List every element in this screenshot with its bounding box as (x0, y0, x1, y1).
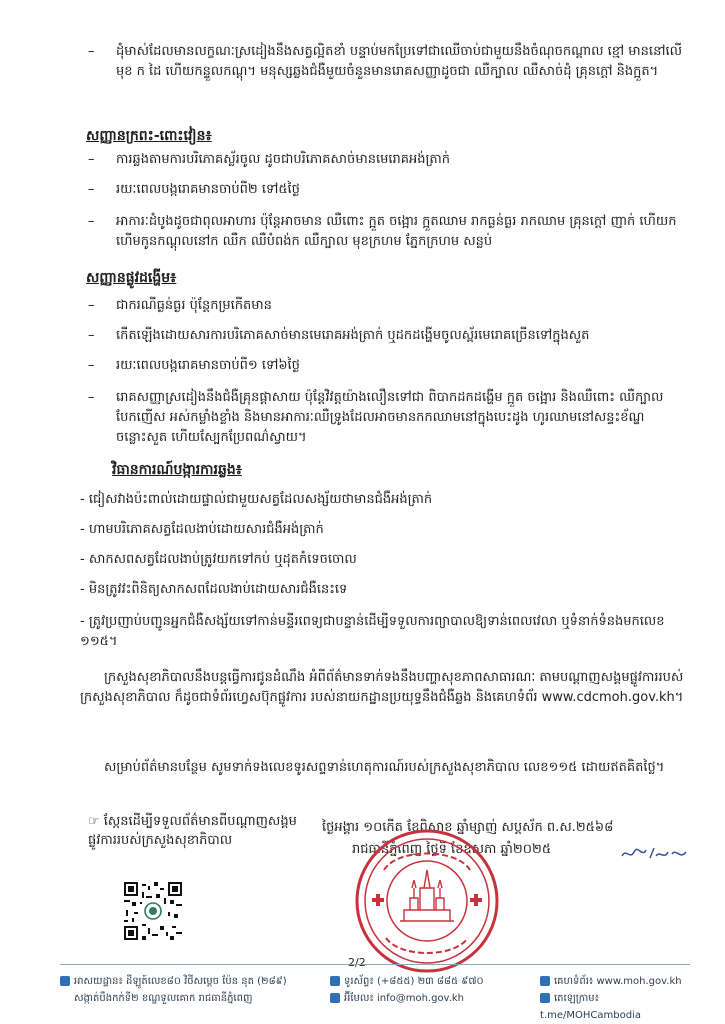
list-item: – រយៈពេលបង្ករោគមានចាប់ពី២ ទៅ៥ថ្ងៃ (88, 180, 688, 200)
telegram-link[interactable]: តេឡេក្រាម៖ t.me/MOHCambodia (540, 993, 641, 1021)
footer-contact: ទូរស័ព្ទ៖ (+៨៥៥) ២៣ ៨៨៥ ៩៧០ អ៊ីមែល៖ info@moh.gov.kh (330, 973, 530, 1007)
location-icon (60, 976, 70, 986)
globe-icon (540, 976, 550, 986)
list-item: - សាកសពសត្វដែលងាប់ត្រូវយកទៅកប់ ឬដុតកំទេចចោល (80, 552, 357, 567)
list-item: – អាការៈដំបូងដូចជាពុលអាហារ ប៉ុន្តែអាចមាន ឈឺពោះ ក្អួត ចង្អោរ ក្អួតឈាម រាកធ្ងន់ធ្ងរ រាកឈាម គ្រុនក្តៅ ញាក់ ហើយក ហើមកូនកណ្តុលនៅក ឈឺក ឈឺបំពង់ក ឈឺក្បាល មុខក្រហម ភ្នែកក្រហម សន្លប់ (88, 212, 688, 252)
bullet-text: រោគសញ្ញាស្រដៀងនឹងជំងឺគ្រុនផ្តាសាយ ប៉ុន្តែវិវត្តយ៉ាងលឿនទៅជា ពិបាកដកដង្ហើម ក្អួត ចង្អោរ និងឈឺពោះ ឈឺក្បាល បែកញើស អស់កម្លាំងខ្លាំង និងមានអាការៈឈឺទ្រូងដែលអាចមានកកឈាមនៅក្នុងបេះដូង ហូរឈាមនៅសន្ទះខ័ណ្ឌចន្លោះសួត ហើយស្បែកប្រែពណ៌ស្វាយ។ (116, 390, 664, 445)
list-item (88, 42, 688, 82)
ministry-seal-icon (352, 826, 502, 976)
footer-address: អាសយដ្ឋាន៖ ដីឡូត៍លេខ៨០ វិថីសម្ដេច ប៉ែន នុត (២៨៩) សង្កាត់បឹងកក់ទី២ ខណ្ឌទួលគោក រាជធានីភ្នំពេញ (60, 973, 310, 1007)
list-item: – រយៈពេលបង្ករោគមានចាប់ពី១ ទៅ៦ថ្ងៃ (88, 356, 688, 376)
paragraph-ministry: ក្រសួងសុខាភិបាលនឹងបន្តធ្វើការជូនដំណឹង អំពីព័ត៌មានទាក់ទងនឹងបញ្ហាសុខភាពសាធារណៈ តាមបណ្តាញសង្គមផ្លូវការរបស់ក្រសួងសុខាភិបាល ក៏ដូចជាទំព័រហ្វេសប៊ុកផ្លូវការ របស់នាយកដ្ឋានប្រយុទ្ធនឹងជំងឺឆ្លង និងគេហទំព័រ www.cdcmoh.gov.kh។ (80, 670, 684, 705)
list-item: - ជៀសវាងប៉ះពាល់ដោយផ្ទាល់ជាមួយសត្វដែលសង្ស័យថាមានជំងឺអង់ត្រាក់ (80, 492, 433, 507)
bullet-text: ជាករណីធ្ងន់ធ្ងរ ប៉ុន្តែកម្រកើតមាន (116, 298, 272, 313)
bullet-text: រយៈពេលបង្ករោគមានចាប់ពី២ ទៅ៥ថ្ងៃ (116, 182, 300, 197)
bullet-text: ការឆ្លងតាមការបរិភោគស្ល័រចូល ដូចជាបរិភោគសាច់មានមេរោគអង់ត្រាក់ (116, 152, 450, 167)
footer-web (540, 973, 690, 1024)
email-icon (330, 993, 340, 1003)
email-link[interactable]: អ៊ីមែល៖ info@moh.gov.kh (344, 993, 465, 1004)
website-link[interactable]: គេហទំព័រ៖ www.moh.gov.kh (554, 976, 682, 987)
date-solar: រាជធានីភ្នំពេញ ថ្ងៃទី ខែឧសភា ឆ្នាំ២០២៥ (352, 842, 552, 857)
list-item: - មិនត្រូវវះពិនិត្យសាកសពដែលងាប់ដោយសារជំងឺនេះទេ (80, 582, 348, 597)
list-item: - ហាមបរិភោគសត្វដែលងាប់ដោយសារជំងឺអង់ត្រាក់ (80, 522, 324, 537)
list-item: - ត្រូវប្រញាប់បញ្ជូនអ្នកជំងឺសង្ស័យទៅកាន់មន្ទីរពេទ្យជាបន្ទាន់ដើម្បីទទួលការព្យាបាលឱ្យទាន់ពេលវេលា ឬទំនាក់ទំនងមកលេខ ១១៥។ (80, 614, 665, 649)
qr-caption: ☞ ស្កែនដើម្បីទទួលព័ត៌មានពីបណ្តាញសង្គមផ្លូវការរបស់ក្រសួងសុខាភិបាល (88, 814, 297, 848)
bullet-text: កើតឡើងដោយសារការបរិភោគសាច់មានមេរោគអង់ត្រាក់ ឬដកដង្ហើមចូលស្ព័រមេរោគច្រើនទៅក្នុងសួត (116, 328, 590, 343)
section-heading-digestive: សញ្ញានក្រពះ-ពោះវៀន៖ (86, 128, 212, 144)
paragraph-hotline: សម្រាប់ព័ត៌មានបន្ថែម សូមទាក់ទងលេខទូរសព្ទទាន់ហេតុការណ៍របស់ក្រសួងសុខាភិបាល លេខ១១៥ ដោយឥតគិតថ្លៃ។ (104, 760, 665, 775)
bullet-text: រយៈពេលបង្ករោគមានចាប់ពី១ ទៅ៦ថ្ងៃ (116, 358, 300, 373)
section-heading-respiratory: សញ្ញានផ្លូវដង្ហើម៖ (86, 270, 177, 286)
list-item: – កើតឡើងដោយសារការបរិភោគសាច់មានមេរោគអង់ត្រាក់ ឬដកដង្ហើមចូលស្ព័រមេរោគច្រើនទៅក្នុងសួត (88, 326, 688, 346)
page-number: 2/2 (348, 956, 366, 969)
footer (60, 964, 690, 1021)
phone-icon (330, 976, 340, 986)
bullet-dash: – (88, 44, 95, 59)
bullet-text: ដុំមាស់ដែលមានលក្ខណៈស្រដៀងនឹងសត្វល្អិតខាំ បន្ទាប់មកប្រែទៅជាឈើចាប់ជាមួយនឹងចំណុចកណ្តាល ខ្មៅ មាននៅលើមុខ ក ដៃ ហើយកន្ទួលកណ្តុ។ មនុស្សឆ្លងជំងឺមួយចំនួនមានរោគសញ្ញាដូចជា ឈឺក្បាល ឈឺសាច់ដុំ គ្រុនក្តៅ និងក្អួត។ (116, 44, 682, 79)
date-lunar: ថ្ងៃអង្គារ ១០កើត ខែពិសាខ ឆ្នាំម្សាញ់ សប្តស័ក ព.ស.២៥៦៨ (322, 820, 614, 835)
telegram-icon (540, 993, 550, 1003)
section-heading-prevention: វិធានការណ៍បង្ការការឆ្លង៖ (112, 462, 242, 478)
handwritten-date-mark (620, 844, 690, 864)
qr-code-icon[interactable] (124, 882, 182, 940)
bullet-text: អាការៈដំបូងដូចជាពុលអាហារ ប៉ុន្តែអាចមាន ឈឺពោះ ក្អួត ចង្អោរ ក្អួតឈាម រាកធ្ងន់ធ្ងរ រាកឈាម គ្រុនក្តៅ ញាក់ ហើយក ហើមកូនកណ្តុលនៅក ឈឺក ឈឺបំពង់ក ឈឺក្បាល មុខក្រហម ភ្នែកក្រហម សន្លប់ (116, 214, 677, 249)
list-item: – ជាករណីធ្ងន់ធ្ងរ ប៉ុន្តែកម្រកើតមាន (88, 296, 688, 316)
list-item: – ការឆ្លងតាមការបរិភោគស្ល័រចូល ដូចជាបរិភោគសាច់មានមេរោគអង់ត្រាក់ (88, 150, 688, 170)
list-item: – រោគសញ្ញាស្រដៀងនឹងជំងឺគ្រុនផ្តាសាយ ប៉ុន្តែវិវត្តយ៉ាងលឿនទៅជា ពិបាកដកដង្ហើម ក្អួត ចង្អោរ និងឈឺពោះ ឈឺក្បាល បែកញើស អស់កម្លាំងខ្លាំង និងមានអាការៈឈឺទ្រូងដែលអាចមានកកឈាមនៅក្នុងបេះដូង ហូរឈាមនៅសន្ទះខ័ណ្ឌចន្លោះសួត ហើយស្បែកប្រែពណ៌ស្វាយ។ (88, 388, 688, 448)
